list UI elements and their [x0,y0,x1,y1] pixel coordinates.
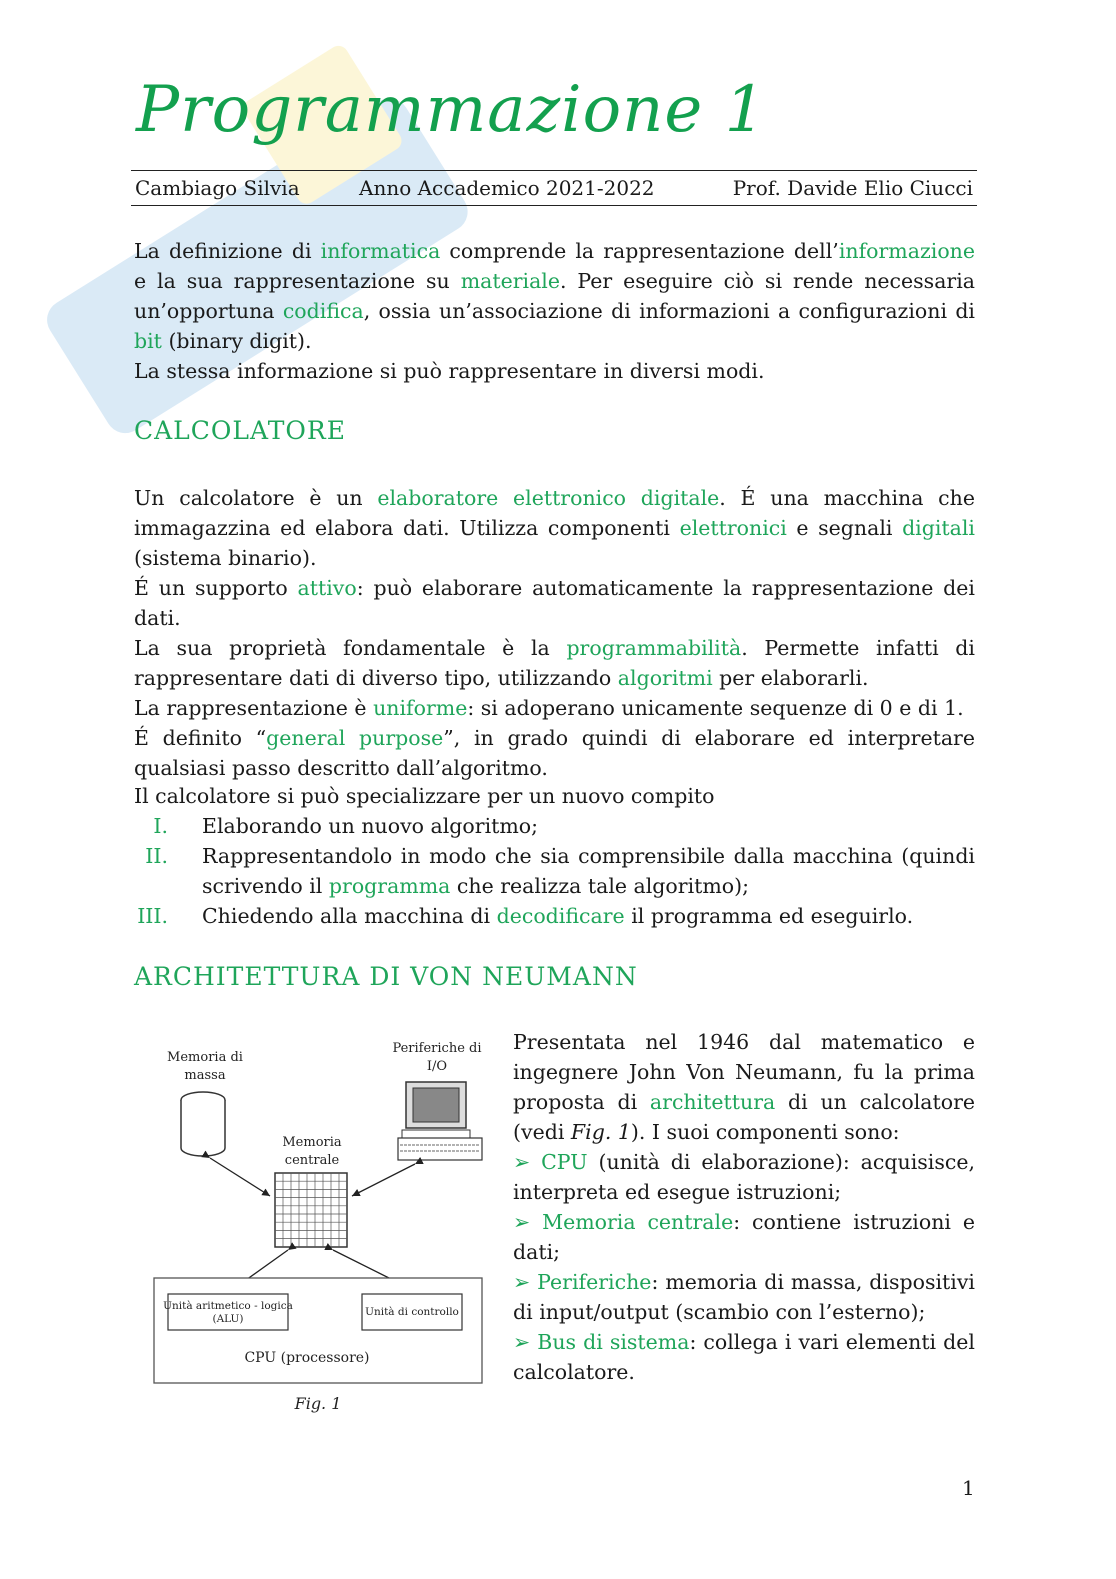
architecture-diagram [140,1030,490,1420]
label-alu-2: (ALU) [212,1313,244,1325]
section-heading-calcolatore: CALCOLATORE [134,416,346,445]
term-bit: bit [134,329,162,353]
list-item: ➢ Bus di sistema: collega i vari elementi del calcolatore. [513,1330,975,1384]
label-peripherals-2: I/O [426,1059,448,1074]
section-heading-von-neumann: ARCHITETTURA DI VON NEUMANN [134,962,638,991]
term-informazione: informazione [838,239,975,263]
header-bar [131,170,977,206]
bus-arrow-mass [210,1158,270,1196]
figure-caption: Fig. 1 [294,1394,342,1413]
disk-icon [181,1092,225,1156]
von-neumann-paragraph: Presentata nel 1946 dal matematico e ingegnere John Von Neumann, fu la prima proposta di architettura di un calcolatore (vedi Fig. 1). I suoi componenti sono: [513,1030,976,1144]
page-number: 1 [962,1476,975,1500]
term-materiale: materiale [460,269,560,293]
term-codifica: codifica [282,299,364,323]
list-intro: Il calcolatore si può specializzare per un nuovo compito [134,784,715,808]
von-neumann-text [513,1027,975,1387]
label-alu-1: Unità aritmetico - logica [163,1300,293,1312]
bus-arrow-io [352,1164,415,1196]
list-item: III. Chiedendo alla macchina di decodificare il programma ed eseguirlo. [137,904,914,928]
term-informatica: informatica [320,239,441,263]
label-peripherals-1: Periferiche di [392,1041,482,1056]
intro-paragraph: La definizione di informatica comprende la rappresentazione dell’informazione e la sua rappresentazione su materiale. Per eseguire ciò si rende necessaria un’opportuna codifica, ossia un’associazione di informazioni a configurazioni di bit (binary digit). La stessa informazione si può rappresentare in diversi modi. [134,239,975,383]
list-item: II. Rappresentandolo in modo che sia comprensibile dalla macchina (quindi scrivendo il programma che realizza tale algoritmo); [145,844,975,898]
list-item: ➢ Memoria centrale: contiene istruzioni e dati; [513,1210,975,1264]
label-control: Unità di controllo [365,1306,459,1318]
label-cpu: CPU (processore) [244,1350,370,1366]
author-name: Cambiago Silvia [135,176,300,200]
calcolatore-paragraph: Un calcolatore è un elaboratore elettronico digitale. É una macchina che immagazzina ed elabora dati. Utilizza componenti elettronici e segnali digitali (sistema binario). É un supporto attivo: può elaborare automaticamente la rappresentazione dei dati. La sua proprietà fondamentale è la programmabilità. Permette infatti di rappresentare dati di diverso tipo, utilizzando algoritmi per elaborarli. La rappresentazione è uniforme: si adoperano unicamente sequenze di 0 e di 1. É definito “general purpose”, in grado quindi di elaborare ed interpretare qualsiasi passo descritto dall’algoritmo. [134,486,975,780]
professor-name: Prof. Davide Elio Ciucci [732,176,973,200]
document-title: Programmazione 1 [136,73,767,147]
von-neumann-figure [140,1030,490,1420]
intro-line-2: La stessa informazione si può rappresentare in diversi modi. [134,359,765,383]
computer-icon [398,1082,482,1160]
label-mass-memory-2: massa [184,1068,226,1083]
label-mass-memory-1: Memoria di [167,1050,243,1065]
list-item: ➢ CPU (unità di elaborazione): acquisisce, interpreta ed esegue istruzioni; [513,1150,975,1204]
academic-year: Anno Accademico 2021-2022 [359,176,655,200]
memory-grid-icon [275,1173,347,1247]
label-central-memory-2: centrale [284,1153,340,1168]
label-central-memory-1: Memoria [282,1135,342,1150]
list-item: I. Elaborando un nuovo algoritmo; [153,814,539,838]
steps-list [134,811,975,931]
list-item: ➢ Periferiche: memoria di massa, dispositivi di input/output (scambio con l’esterno); [513,1270,975,1324]
